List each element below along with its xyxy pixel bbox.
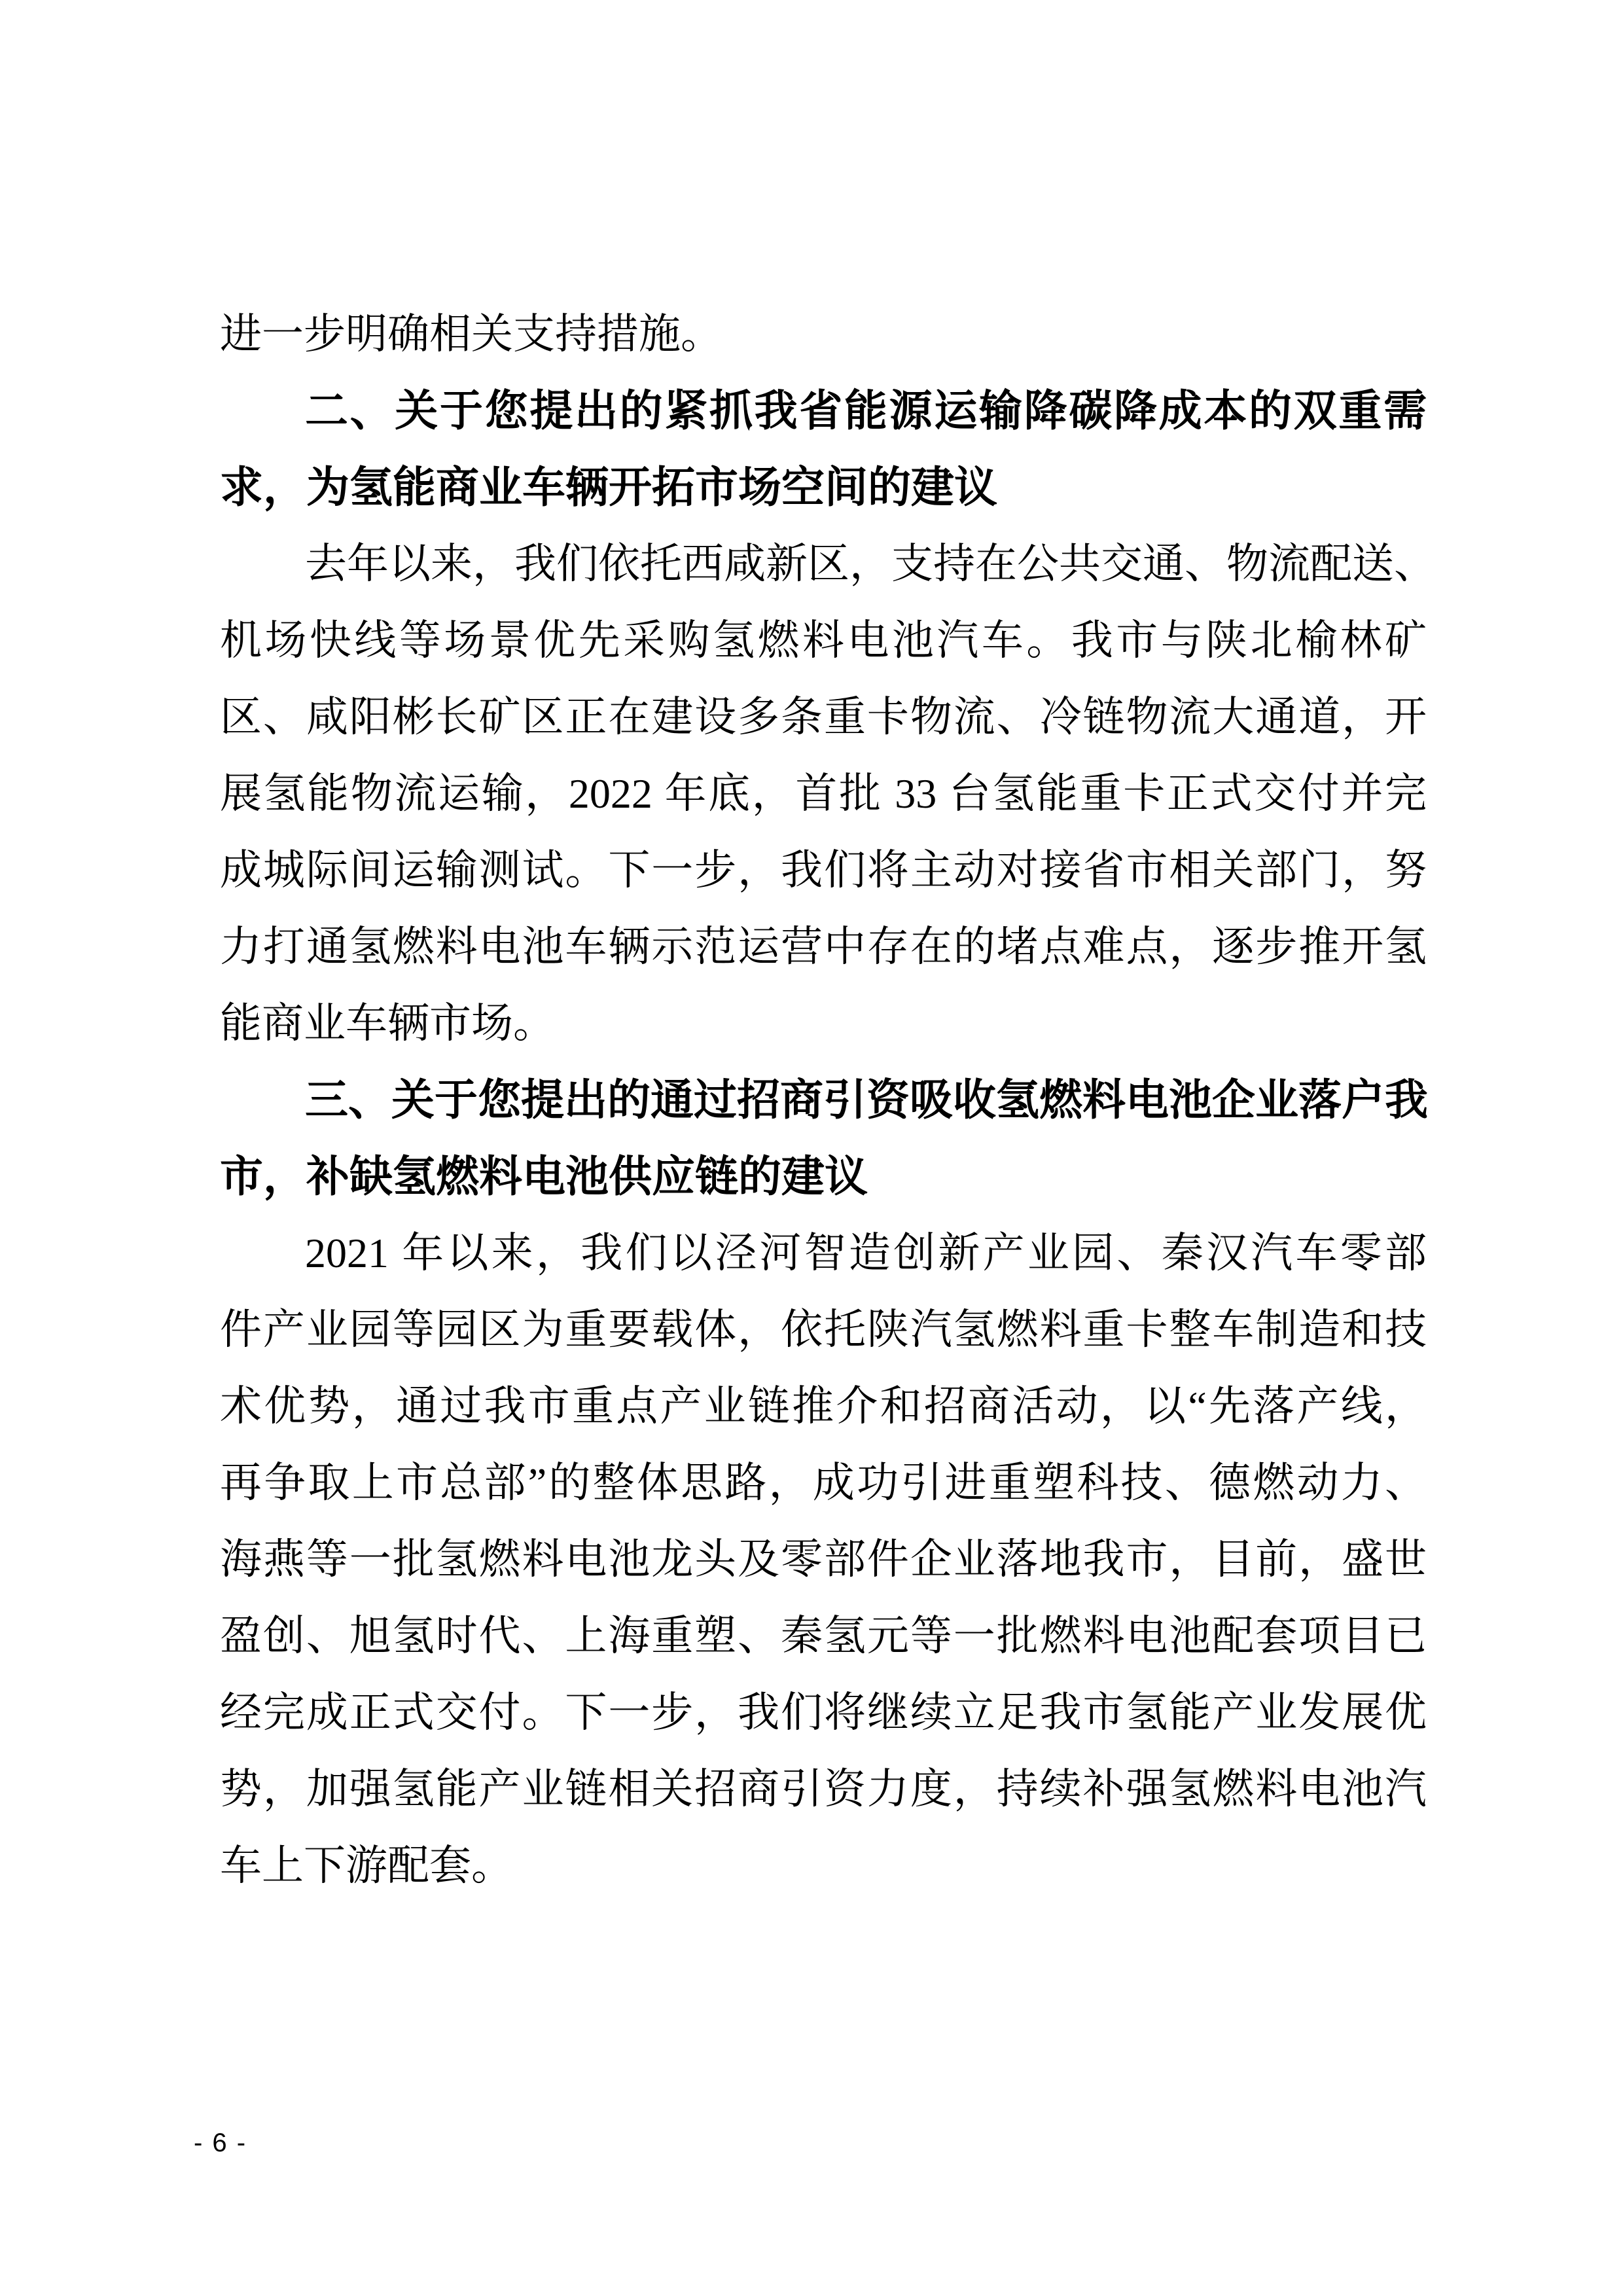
paragraph-line: 展氢能物流运输，2022 年底，首批 33 台氢能重卡正式交付并完 bbox=[220, 770, 1427, 817]
paragraph-line: 再争取上市总部”的整体思路，成功引进重塑科技、德燃动力、 bbox=[220, 1460, 1427, 1506]
paragraph-line: 件产业园等园区为重要载体，依托陕汽氢燃料重卡整车制造和技 bbox=[220, 1306, 1427, 1353]
document-body bbox=[220, 296, 1436, 1904]
paragraph-line: 势，加强氢能产业链相关招商引资力度，持续补强氢燃料电池汽 bbox=[220, 1766, 1427, 1812]
paragraph-line: 进一步明确相关支持措施。 bbox=[220, 311, 722, 357]
paragraph-line: 经完成正式交付。下一步，我们将继续立足我市氢能产业发展优 bbox=[220, 1689, 1427, 1736]
page-number: - 6 - bbox=[194, 2128, 247, 2157]
section-two-heading-line: 二、关于您提出的紧抓我省能源运输降碳降成本的双重需 bbox=[305, 386, 1427, 435]
paragraph-line: 机场快线等场景优先采购氢燃料电池汽车。我市与陕北榆林矿 bbox=[220, 617, 1427, 664]
paragraph-line: 2021 年以来，我们以泾河智造创新产业园、秦汉汽车零部 bbox=[305, 1230, 1427, 1276]
paragraph-line: 区、咸阳彬长矿区正在建设多条重卡物流、冷链物流大通道，开 bbox=[220, 694, 1427, 740]
paragraph-line: 力打通氢燃料电池车辆示范运营中存在的堵点难点，逐步推开氢 bbox=[220, 924, 1427, 970]
section-three-heading-line: 市，补缺氢燃料电池供应链的建议 bbox=[220, 1152, 868, 1200]
paragraph-line: 车上下游配套。 bbox=[220, 1842, 513, 1889]
section-three-heading-line: 三、关于您提出的通过招商引资吸收氢燃料电池企业落户我 bbox=[305, 1075, 1428, 1124]
paragraph-line: 去年以来，我们依托西咸新区，支持在公共交通、物流配送、 bbox=[305, 541, 1436, 587]
section-two-heading-line: 求，为氢能商业车辆开拓市场空间的建议 bbox=[220, 463, 997, 511]
paragraph-line: 海燕等一批氢燃料电池龙头及零部件企业落地我市，目前，盛世 bbox=[220, 1536, 1427, 1583]
paragraph-line: 能商业车辆市场。 bbox=[220, 1000, 555, 1047]
paragraph-line: 盈创、旭氢时代、上海重塑、秦氢元等一批燃料电池配套项目已 bbox=[220, 1613, 1427, 1659]
paragraph-line: 术优势，通过我市重点产业链推介和招商活动，以“先落产线， bbox=[220, 1383, 1427, 1429]
paragraph-line: 成城际间运输测试。下一步，我们将主动对接省市相关部门，努 bbox=[220, 847, 1427, 893]
